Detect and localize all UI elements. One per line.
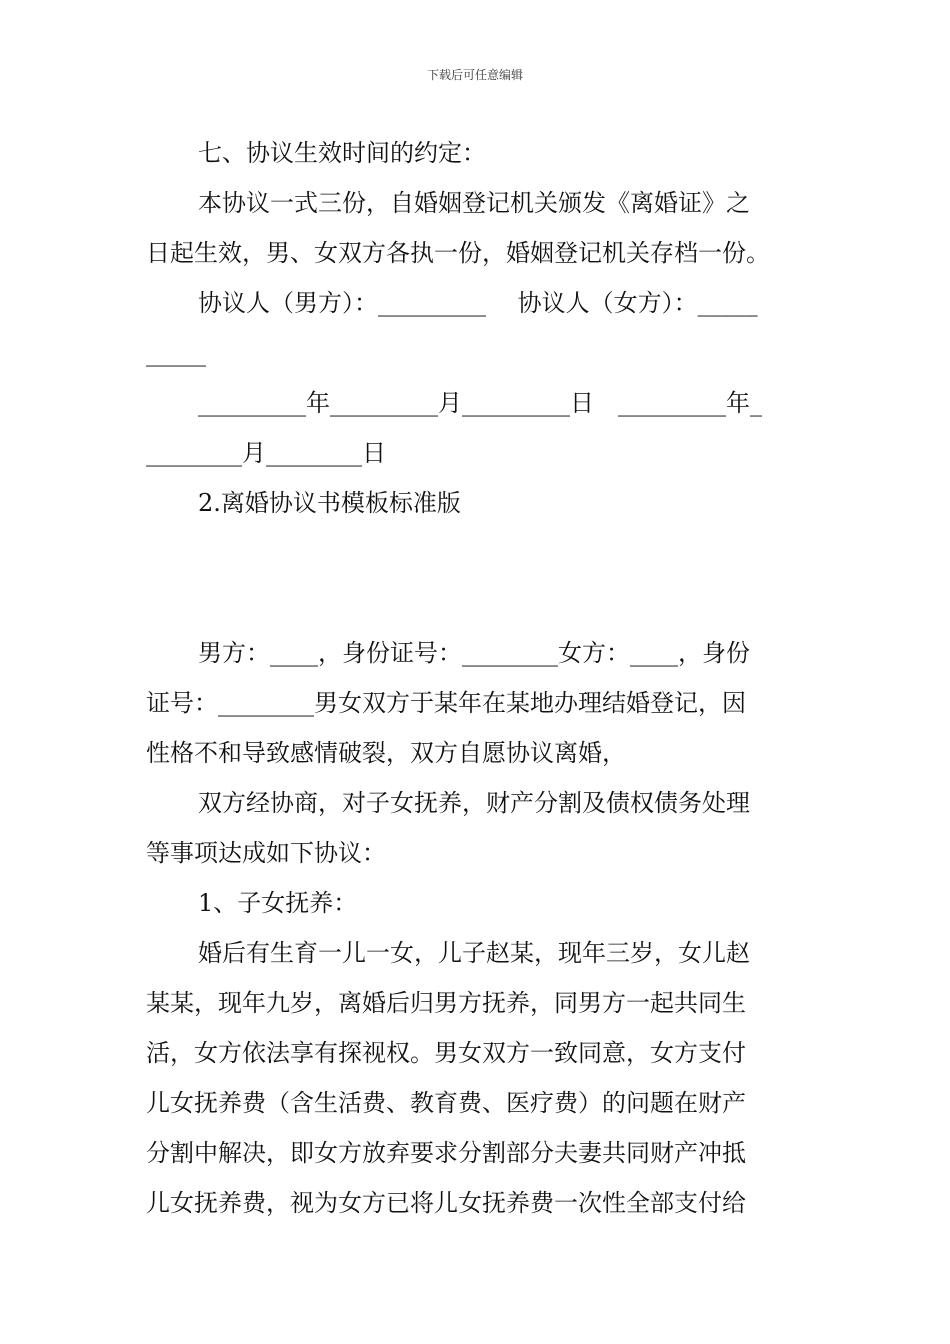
- date-line-continued: ________月________日: [146, 439, 386, 467]
- paragraph-line: 性格不和导致感情破裂，双方自愿协议离婚，: [146, 739, 626, 767]
- party-info-line: 男方：____，身份证号：________女方：____，身份: [198, 639, 750, 667]
- paragraph-line: 分割中解决，即女方放弃要求分割部分夫妻共同财产冲抵: [146, 1139, 746, 1167]
- paragraph-line: 儿女抚养费，视为女方已将儿女抚养费一次性全部支付给: [146, 1189, 746, 1217]
- paragraph-line: 日起生效，男、女双方各执一份，婚姻登记机关存档一份。: [146, 239, 770, 267]
- signature-line-continued: _____: [146, 339, 206, 367]
- paragraph-line: 双方经协商，对子女抚养，财产分割及债权债务处理: [198, 789, 750, 817]
- section-heading-child-custody: 1、子女抚养：: [198, 889, 358, 917]
- signature-line: 协议人（男方）：_________ 协议人（女方）：_____: [198, 289, 758, 317]
- spacer: [146, 528, 808, 628]
- paragraph-line: 儿女抚养费（含生活费、教育费、医疗费）的问题在财产: [146, 1089, 746, 1117]
- paragraph-line: 本协议一式三份，自婚姻登记机关颁发《离婚证》之: [198, 189, 750, 217]
- document-body: [146, 128, 808, 1228]
- paragraph-line: 等事项达成如下协议：: [146, 839, 386, 867]
- page-header-note: 下载后可任意编辑: [426, 68, 523, 82]
- section-heading-effective-time: 七、协议生效时间的约定：: [198, 139, 486, 167]
- paragraph-line: 活，女方依法享有探视权。男女双方一致同意，女方支付: [146, 1039, 746, 1067]
- date-line: _________年_________月_________日 _________年_: [198, 389, 762, 417]
- paragraph-line: 某某，现年九岁，离婚后归男方抚养，同男方一起共同生: [146, 989, 746, 1017]
- paragraph-line: 证号：________男女双方于某年在某地办理结婚登记，因: [146, 689, 746, 717]
- section-title-template: 2.离婚协议书模板标准版: [198, 489, 461, 517]
- paragraph-line: 婚后有生育一儿一女，儿子赵某，现年三岁，女儿赵: [198, 939, 750, 967]
